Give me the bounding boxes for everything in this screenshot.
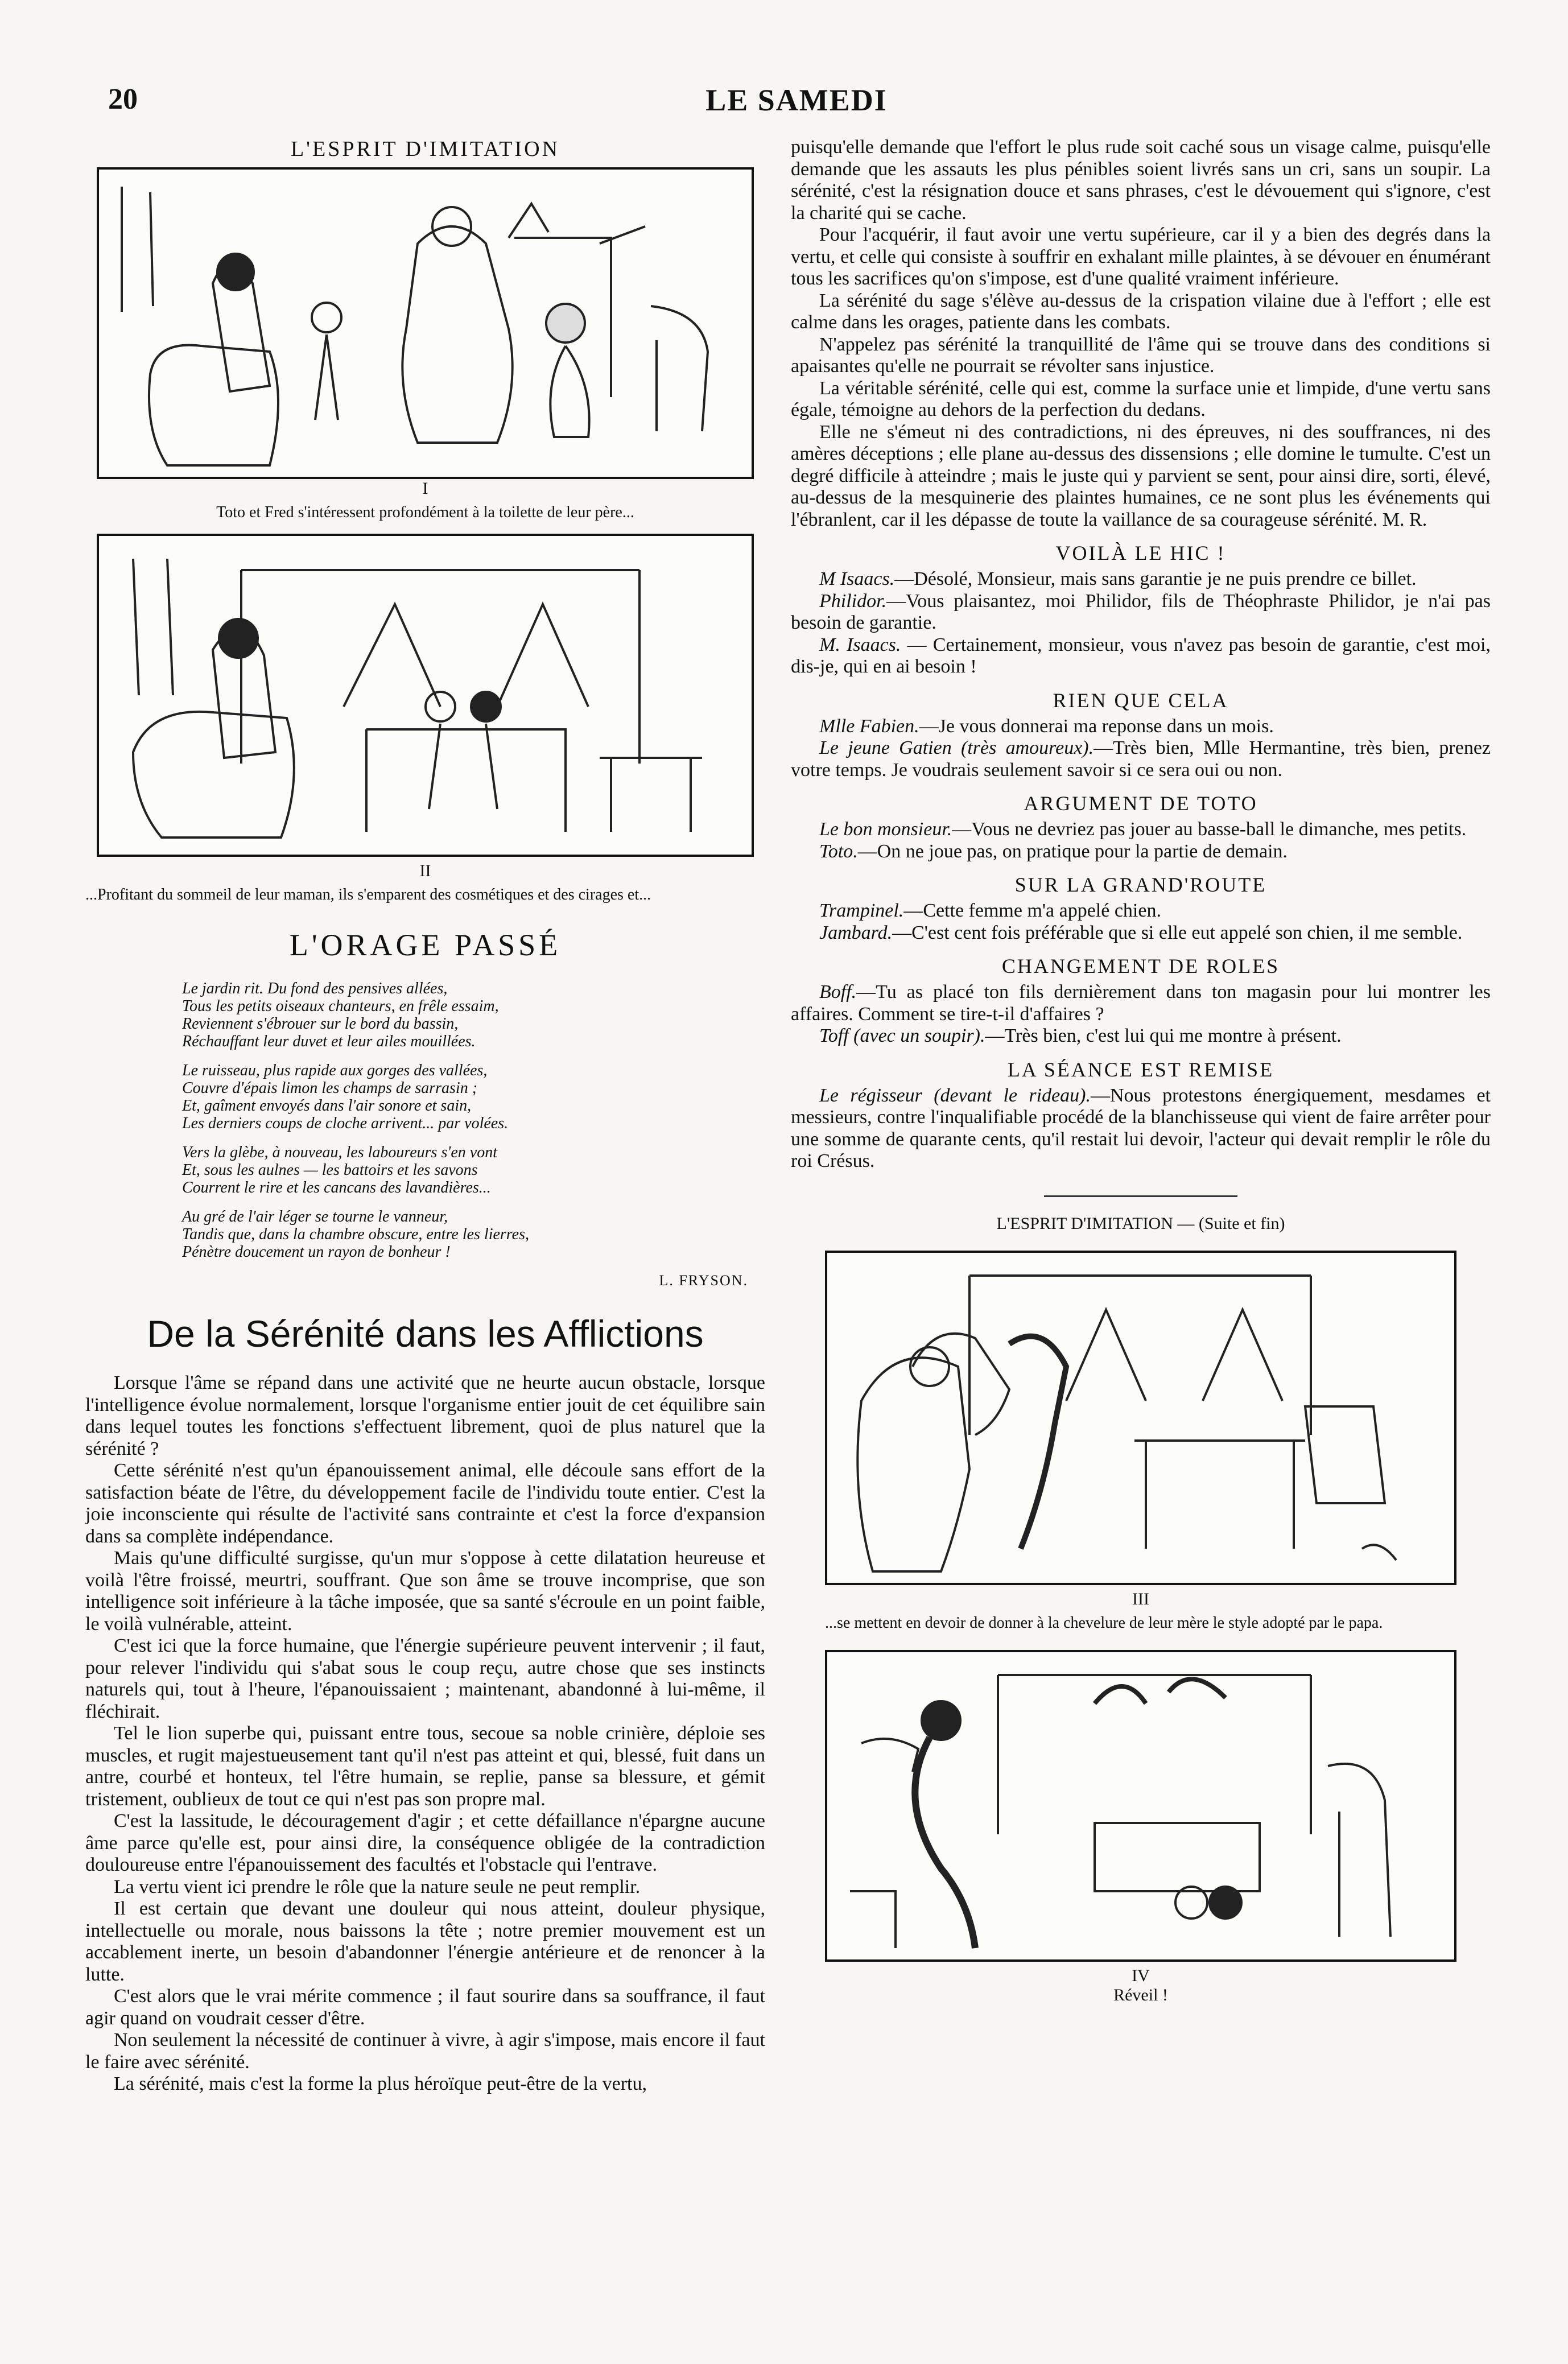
poem-stanza bbox=[182, 1144, 765, 1197]
essay-paragraph: Non seulement la nécessité de continuer à vivre, à agir s'impose, mais encore il faut le faire avec sérénité. bbox=[85, 2029, 765, 2073]
right-column bbox=[791, 137, 1491, 2005]
joke-title: CHANGEMENT DE ROLES bbox=[1001, 955, 1280, 977]
poem-line: Réchauffant leur duvet et leur ailes mouillées. bbox=[182, 1033, 476, 1050]
poem-line: Au gré de l'air léger se tourne le vanneur, bbox=[182, 1208, 448, 1226]
joke-line bbox=[791, 634, 1491, 678]
comic-panel-4-illustration bbox=[827, 1652, 1453, 1959]
panel-3-caption: ...se mettent en devoir de donner à la chevelure de leur mère le style adopté par le papa. bbox=[825, 1614, 1383, 1632]
comic-panel-2-illustration bbox=[99, 536, 748, 855]
comic-panel-1 bbox=[97, 167, 754, 479]
left-column bbox=[85, 137, 765, 2095]
poem-line: Et, gaîment envoyés dans l'air sonore et sain, bbox=[182, 1097, 472, 1115]
essay-paragraph: Cette sérénité n'est qu'un épanouissement animal, elle découle sans effort de la satisfaction béate de l'être, du développement facile de l'individu toute entier. C'est la joie inconsciente qui résulte de l'activité sans contrainte et c'est la force d'expansion dans sa complète indépendance. bbox=[85, 1460, 765, 1547]
joke-block bbox=[791, 791, 1491, 863]
poem-line: Tandis que, dans la chambre obscure, entre les lierres, bbox=[182, 1226, 529, 1243]
comic-panel-1-illustration bbox=[99, 170, 748, 477]
essay-paragraph: N'appelez pas sérénité la tranquillité de l'âme qui se trouve dans des conditions si apaisantes qu'elle ne pourrait se révolter sans injustice. bbox=[791, 333, 1491, 377]
joke-text: —Très bien, c'est lui qui me montre à présent. bbox=[985, 1025, 1342, 1046]
joke-title: LA SÉANCE EST REMISE bbox=[1007, 1058, 1274, 1081]
joke-speaker: Le bon monsieur. bbox=[819, 819, 952, 840]
panel-2-number: II bbox=[419, 861, 431, 880]
essay-paragraph: Il est certain que devant une douleur qui nous atteint, douleur physique, intellectuelle ou morale, nous baissons la tête ; notre premier mouvement est un accablement inerte, un besoin d'abandonner l'énergie antérieure et de renoncer à la lutte. bbox=[85, 1898, 765, 1985]
joke-text: —Cette femme m'a appelé chien. bbox=[903, 900, 1161, 921]
comic-panel-2 bbox=[97, 534, 754, 857]
poem-line: Les derniers coups de cloche arrivent... par volées. bbox=[182, 1115, 509, 1132]
joke-text: —On ne joue pas, on pratique pour la partie de demain. bbox=[857, 840, 1288, 862]
joke-line bbox=[791, 1025, 1491, 1047]
joke-line bbox=[791, 900, 1491, 922]
joke-block bbox=[791, 954, 1491, 1047]
essay-paragraph: puisqu'elle demande que l'effort le plus rude soit caché sous un visage calme, puisqu'elle demande que les assauts les plus pénibles soient livrés sans un cri, sans un soupir. La sérénité, c'est la résignation douce et sans phrases, c'est le dévouement qui s'ignore, c'est la charité qui se cache. bbox=[791, 137, 1491, 224]
essay-paragraph: Pour l'acquérir, il faut avoir une vertu supérieure, car il y a bien des degrés dans la vertu, et celle qui consiste à souffrir en exhalant mille plaintes, à se dévouer en énumérant tous les sacrifices qu'on s'impose, est d'une qualité vraiment inférieure. bbox=[791, 224, 1491, 289]
essay-paragraph: C'est alors que le vrai mérite commence ; il faut sourire dans sa souffrance, il faut agir quand on voudrait cesser d'être. bbox=[85, 1986, 765, 2029]
essay-paragraph: Tel le lion superbe qui, puissant entre tous, secoue sa noble crinière, déploie ses muscles, et rugit majestueusement tant qu'il n'est pas atteint et qui, blessé, fuit dans un antre, courbé et honteux, tel l'être humain, se replie, panse sa blessure, et gémit tristement, oublieux de tout ce qui n'est pas son propre mal. bbox=[85, 1723, 765, 1810]
joke-text: —Tu as placé ton fils dernièrement dans ton magasin pour lui montrer les affaires. Comment se tire-t-il d'affaires ? bbox=[791, 981, 1491, 1025]
running-head: LE SAMEDI bbox=[705, 83, 888, 117]
poem-line: Reviennent s'ébrouer sur le bord du bassin, bbox=[182, 1015, 459, 1033]
joke-speaker: Le régisseur (devant le rideau). bbox=[819, 1084, 1091, 1106]
joke-title: VOILÀ LE HIC ! bbox=[1055, 542, 1226, 564]
essay-title: De la Sérénité dans les Afflictions bbox=[147, 1313, 704, 1355]
essay-paragraph: C'est la lassitude, le découragement d'agir ; et cette défaillance n'épargne aucune âme parce qu'elle est, pour ainsi dire, la conséquence obligée de la contradiction douloureuse entre l'épanouissement des facultés et l'obstacle qui l'entrave. bbox=[85, 1810, 765, 1875]
poem-line: Pénètre doucement un rayon de bonheur ! bbox=[182, 1243, 451, 1261]
joke-text: — Certainement, monsieur, vous n'avez pas besoin de garantie, c'est moi, dis-je, qui en ai besoin ! bbox=[791, 634, 1491, 677]
joke-title: ARGUMENT DE TOTO bbox=[1024, 792, 1258, 815]
divider bbox=[1044, 1195, 1237, 1197]
essay-paragraph: Lorsque l'âme se répand dans une activité que ne heurte aucun obstacle, lorsque l'intelligence évolue normalement, lorsque l'organisme entier jouit de cet équilibre sain dans lequel toutes les fonctions s'effectuent librement, quoi de plus naturel que la sérénité ? bbox=[85, 1372, 765, 1459]
joke-line bbox=[791, 591, 1491, 634]
joke-speaker: M. Isaacs. bbox=[819, 634, 901, 655]
poem-title: L'ORAGE PASSÉ bbox=[289, 928, 562, 962]
essay-continued bbox=[791, 137, 1491, 531]
comic-suite-title: L'ESPRIT D'IMITATION — (Suite et fin) bbox=[996, 1214, 1285, 1233]
joke-line bbox=[791, 981, 1491, 1025]
poem-stanza bbox=[182, 1208, 765, 1261]
panel-2-caption: ...Profitant du sommeil de leur maman, ils s'emparent des cosmétiques et des cirages et... bbox=[85, 886, 651, 903]
joke-text: —Désolé, Monsieur, mais sans garantie je ne puis prendre ce billet. bbox=[894, 568, 1417, 589]
joke-speaker: Toto. bbox=[819, 840, 858, 862]
poem-line: Et, sous les aulnes — les battoirs et les savons bbox=[182, 1161, 478, 1179]
joke-speaker: Jambard. bbox=[819, 922, 893, 943]
panel-4-number: IV bbox=[1132, 1966, 1150, 1985]
joke-speaker: Boff. bbox=[819, 981, 857, 1002]
essay-body bbox=[85, 1372, 765, 2095]
joke-speaker: Trampinel. bbox=[819, 900, 904, 921]
joke-text: —Très bien, Mlle Hermantine, très bien, prenez votre temps. Je voudrais seulement savoir si ce sera oui ou non. bbox=[791, 737, 1491, 781]
poem-line: Tous les petits oiseaux chanteurs, en frêle essaim, bbox=[182, 997, 499, 1015]
joke-block bbox=[791, 1058, 1491, 1173]
joke-line bbox=[791, 1085, 1491, 1173]
poem-line: Le jardin rit. Du fond des pensives allées, bbox=[182, 980, 448, 997]
joke-speaker: M Isaacs. bbox=[819, 568, 895, 589]
essay-paragraph: Elle ne s'émeut ni des contradictions, ni des épreuves, ni des souffrances, ni des amères déceptions ; elle plane au-dessus des dissensions ; elle domine le tumulte. C'est un degré difficile à atteindre ; mais le juste qui y parvient se sent, pour ainsi dire, sorti, élevé, au-dessus de la mesquinerie des plaintes humaines, ce ne sont plus les événements qui l'ébranlent, car il les dépasse de toute la vaillance de sa courageuse sérénité. M. R. bbox=[791, 421, 1491, 530]
comic-panel-3-illustration bbox=[827, 1253, 1453, 1583]
joke-text: —Vous ne devriez pas jouer au basse-ball le dimanche, mes petits. bbox=[952, 819, 1467, 840]
joke-title: SUR LA GRAND'ROUTE bbox=[1014, 873, 1267, 896]
joke-block bbox=[791, 541, 1491, 678]
poem-stanza bbox=[182, 1062, 765, 1132]
joke-line bbox=[791, 922, 1491, 944]
panel-1-caption: Toto et Fred s'intéressent profondément à la toilette de leur père... bbox=[216, 504, 634, 521]
comic-panel-3 bbox=[825, 1251, 1456, 1585]
poem bbox=[85, 980, 765, 1261]
panel-1-number: I bbox=[422, 479, 428, 498]
joke-text: —Nous protestons énergiquement, mesdames et messieurs, contre l'inqualifiable procédé de la blanchisseuse qui vient de faire arrêter pour une somme de quarante cents, qu'il restait lui devoir, l'acteur qui devait remplir le rôle du roi Crésus. bbox=[791, 1084, 1491, 1171]
joke-text: —Je vous donnerai ma reponse dans un mois. bbox=[919, 715, 1274, 737]
essay-paragraph: La sérénité du sage s'élève au-dessus de la crispation vilaine due à l'effort ; elle est calme dans les orages, patiente dans les combats. bbox=[791, 290, 1491, 333]
joke-line bbox=[791, 819, 1491, 841]
panel-3-number: III bbox=[1132, 1589, 1149, 1608]
page-number: 20 bbox=[108, 83, 138, 115]
poem-line: Vers la glèbe, à nouveau, les laboureurs s'en vont bbox=[182, 1144, 497, 1161]
essay-paragraph: La sérénité, mais c'est la forme la plus héroïque peut-être de la vertu, bbox=[114, 2073, 647, 2094]
joke-speaker: Toff (avec un soupir). bbox=[819, 1025, 985, 1046]
comic-title: L'ESPRIT D'IMITATION bbox=[290, 137, 560, 161]
poem-signature: L. FRYSON. bbox=[659, 1272, 748, 1289]
joke-line bbox=[791, 568, 1491, 591]
poem-line: Le ruisseau, plus rapide aux gorges des vallées, bbox=[182, 1062, 488, 1079]
joke-line bbox=[791, 737, 1491, 781]
essay-paragraph: La véritable sérénité, celle qui est, comme la surface unie et limpide, d'une vertu sans égale, témoigne au dehors de la perfection du dedans. bbox=[791, 377, 1491, 420]
comic-panel-4 bbox=[825, 1650, 1456, 1962]
joke-speaker: Mlle Fabien. bbox=[819, 715, 919, 737]
joke-speaker: Le jeune Gatien (très amoureux). bbox=[819, 737, 1094, 758]
poem-line: Courrent le rire et les cancans des lavandières... bbox=[182, 1179, 491, 1197]
poem-stanza bbox=[182, 980, 765, 1050]
joke-block bbox=[791, 688, 1491, 782]
essay-paragraph: C'est ici que la force humaine, que l'énergie supérieure peuvent intervenir ; il faut, pour relever l'individu qui s'abat sous le coup reçu, autre chose que ses instincts naturels qui, tout à l'heure, l'épanouissaient ; maintenant, abandonné à lui-même, il fléchirait. bbox=[85, 1635, 765, 1722]
essay-paragraph: Mais qu'une difficulté surgisse, qu'un mur s'oppose à cette dilatation heureuse et voilà l'être froissé, meurtri, souffrant. Que son âme se trouve incomprise, que son intelligence soit inférieure à la tâche imposée, que sa santé s'écroule en un point faible, le voilà vulnérable, atteint. bbox=[85, 1548, 765, 1635]
joke-title: RIEN QUE CELA bbox=[1053, 688, 1229, 712]
panel-4-caption: Réveil ! bbox=[1113, 1985, 1168, 2004]
joke-line bbox=[791, 716, 1491, 738]
joke-block bbox=[791, 873, 1491, 944]
joke-line bbox=[791, 841, 1491, 863]
joke-speaker: Philidor. bbox=[819, 590, 887, 612]
essay-paragraph: La vertu vient ici prendre le rôle que la nature seule ne peut remplir. bbox=[114, 1876, 641, 1897]
joke-text: —Vous plaisantez, moi Philidor, fils de Théophraste Philidor, je n'ai pas besoin de garantie. bbox=[791, 590, 1491, 633]
poem-line: Couvre d'épais limon les champs de sarrasin ; bbox=[182, 1079, 478, 1097]
joke-text: —C'est cent fois préférable que si elle eut appelé son chien, il me semble. bbox=[892, 922, 1463, 943]
